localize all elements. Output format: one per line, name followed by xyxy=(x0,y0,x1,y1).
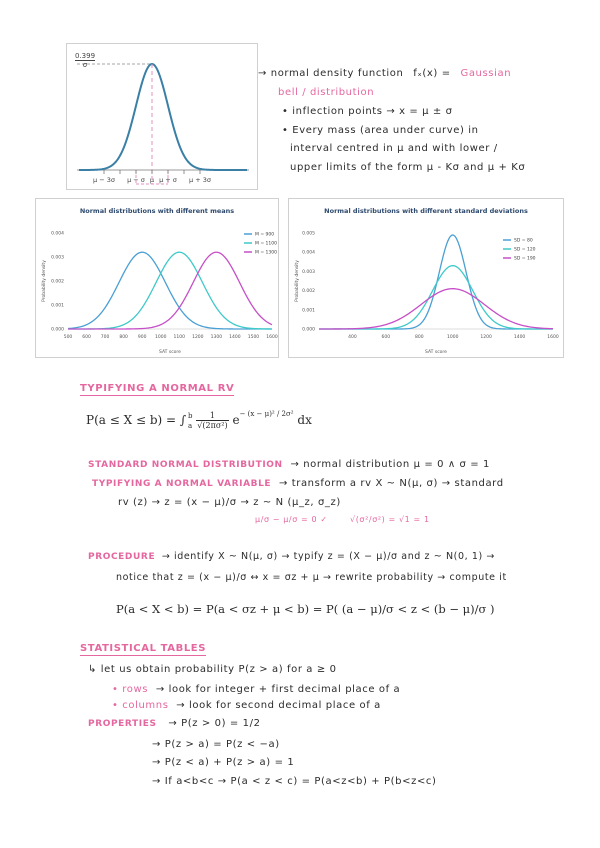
chart-title: Normal distributions with different means xyxy=(79,207,235,215)
rows-text: → look for integer + first decimal place of a xyxy=(155,684,401,695)
x-tick-label: 1600 xyxy=(266,335,278,340)
y-tick-label: 0.002 xyxy=(51,279,64,285)
bell-tick-label: μ + σ xyxy=(159,176,177,184)
limit-a: a xyxy=(187,421,193,430)
rows-label: • rows xyxy=(112,684,149,695)
x-tick-label: 700 xyxy=(100,335,110,340)
bell-curve-svg xyxy=(67,44,257,189)
peak-label xyxy=(75,52,95,69)
x-tick-label: 1300 xyxy=(210,335,223,340)
props-line0 xyxy=(88,718,261,729)
pink-note1: μ/σ − μ/σ = 0 ✓ xyxy=(255,515,328,524)
x-tick-label: 1200 xyxy=(192,335,204,340)
x-axis-label: SAT score xyxy=(425,350,447,355)
intro-line2: bell / distribution xyxy=(278,87,375,98)
chart-means xyxy=(35,198,279,358)
formula-lhs: P(a ≤ X ≤ b) = ∫ xyxy=(86,413,187,427)
tables-heading xyxy=(80,643,206,654)
legend-label: M = 1100 xyxy=(255,241,277,247)
formula-dx: dx xyxy=(297,413,312,427)
frac-num: 1 xyxy=(196,411,228,421)
y-tick-label: 0.002 xyxy=(302,289,315,295)
legend-label: SD = 120 xyxy=(514,247,536,253)
typify-heading xyxy=(80,383,234,394)
y-tick-label: 0.004 xyxy=(51,231,64,237)
prop-1: → P(z > a) = P(z < −a) xyxy=(152,739,280,750)
legend-label: M = 1300 xyxy=(255,250,277,256)
frac-den: √(2πσ²) xyxy=(197,421,228,430)
cols-label: • columns xyxy=(112,700,169,711)
procedure-line1 xyxy=(88,551,495,562)
tables-heading-text: STATISTICAL TABLES xyxy=(80,643,207,654)
y-axis-label: Probability density xyxy=(42,260,47,302)
intro-fx: fₓ(x) = xyxy=(413,68,451,79)
bell-tick-label: μ − 3σ xyxy=(93,176,115,184)
intro-bullet2c: upper limits of the form μ - Kσ and μ + Kσ xyxy=(290,162,526,173)
y-axis-label: Probability density xyxy=(295,260,300,302)
chart-title: Normal distributions with different standard deviations xyxy=(324,207,528,215)
bell-tick-label: μ + 3σ xyxy=(189,176,211,184)
intro-line1 xyxy=(258,68,511,79)
limit-b: b xyxy=(187,411,193,420)
prop-2: → P(z < a) + P(z > a) = 1 xyxy=(152,757,295,768)
procedure-line2: notice that z = (x − μ)/σ ↔ x = σz + μ → rewrite probability → compute it xyxy=(116,572,507,583)
x-tick-label: 1100 xyxy=(173,335,185,340)
x-tick-label: 1600 xyxy=(547,335,559,340)
tables-line1: ↳ let us obtain probability P(z > a) for a ≥ 0 xyxy=(88,664,337,675)
chart-sds xyxy=(288,198,564,358)
peak-label-num: 0.399 xyxy=(75,52,96,60)
x-tick-label: 1500 xyxy=(247,335,260,340)
x-tick-label: 1000 xyxy=(155,335,167,340)
x-tick-label: 500 xyxy=(63,335,73,340)
bell-tick-label: μ xyxy=(149,176,155,184)
y-tick-label: 0.001 xyxy=(302,308,315,314)
props-label: PROPERTIES xyxy=(88,719,157,729)
x-axis-label: SAT score xyxy=(159,350,181,355)
legend-label: M = 900 xyxy=(255,232,275,238)
y-tick-label: 0.001 xyxy=(51,303,64,309)
peak-label-den: σ xyxy=(82,61,88,69)
rv-line: rv (z) → z = (x − μ)/σ → z ~ N (μ_z, σ_z) xyxy=(118,497,341,508)
legend-label: SD = 80 xyxy=(514,238,533,244)
typify-var-text: → transform a rv X ~ N(μ, σ) → standard xyxy=(278,478,504,489)
typify-heading-text: TYPIFYING A NORMAL RV xyxy=(80,383,235,394)
y-tick-label: 0.003 xyxy=(51,255,64,261)
x-tick-label: 800 xyxy=(414,335,424,340)
intro-bullet2a: • Every mass (area under curve) in xyxy=(282,125,479,136)
prop-0: → P(z > 0) = 1/2 xyxy=(168,718,261,729)
formula-limits xyxy=(188,411,192,431)
x-tick-label: 1400 xyxy=(229,335,241,340)
y-tick-label: 0.003 xyxy=(302,269,315,275)
series-line xyxy=(319,266,553,329)
x-tick-label: 900 xyxy=(137,335,147,340)
cols-text: → look for second decimal place of a xyxy=(176,700,381,711)
procedure-text1: → identify X ~ N(μ, σ) → typify z = (X − μ)/σ and z ~ N(0, 1) → xyxy=(161,551,495,562)
formula-fraction xyxy=(196,411,228,430)
bell-tick-label: μ − σ xyxy=(127,176,145,184)
formula-exponent: − (x − μ)² / 2σ² xyxy=(239,410,294,418)
procedure-label: PROCEDURE xyxy=(88,552,156,562)
typify-formula xyxy=(86,410,312,431)
x-tick-label: 400 xyxy=(348,335,357,340)
prop-3: → If a<b<c → P(a < z < c) = P(a<z<b) + P(b<z<c) xyxy=(152,776,437,787)
chart-sds-svg xyxy=(289,199,563,357)
chart-means-svg xyxy=(36,199,278,357)
y-tick-label: 0.005 xyxy=(302,231,315,237)
cols-line xyxy=(112,700,381,711)
standard-label: STANDARD NORMAL DISTRIBUTION xyxy=(88,460,283,470)
formula-e: e xyxy=(232,413,240,427)
intro-bullet1: • inflection points → x = μ ± σ xyxy=(282,106,453,117)
x-tick-label: 1400 xyxy=(513,335,526,340)
typify-var-line xyxy=(92,478,504,489)
series-line xyxy=(68,252,272,329)
procedure-formula: P(a < X < b) = P(a < σz + μ < b) = P( (a − μ)/σ < z < (b − μ)/σ ) xyxy=(116,602,495,616)
rows-line xyxy=(112,684,400,695)
x-tick-label: 600 xyxy=(381,335,391,340)
intro-gaussian: Gaussian xyxy=(460,68,512,79)
y-tick-label: 0.004 xyxy=(302,250,315,256)
x-tick-label: 1200 xyxy=(480,335,492,340)
x-tick-label: 800 xyxy=(119,335,128,340)
y-tick-label: 0.000 xyxy=(302,327,315,333)
bell-ticks xyxy=(93,170,211,184)
x-tick-label: 1000 xyxy=(446,335,459,340)
series-line xyxy=(319,289,553,329)
bell-curve-figure xyxy=(66,43,258,190)
y-tick-label: 0.000 xyxy=(51,327,64,333)
standard-text: → normal distribution μ = 0 ∧ σ = 1 xyxy=(290,459,490,470)
legend-label: SD = 190 xyxy=(514,256,536,262)
standard-line xyxy=(88,459,490,470)
x-tick-label: 600 xyxy=(82,335,91,340)
typify-var-label: TYPIFYING A NORMAL VARIABLE xyxy=(92,479,272,489)
intro-line1-text: → normal density function xyxy=(258,68,404,79)
bell-curve xyxy=(79,64,247,170)
intro-bullet2b: interval centred in μ and with lower / xyxy=(290,143,498,154)
pink-note2: √(σ²/σ²) = √1 = 1 xyxy=(350,515,430,524)
